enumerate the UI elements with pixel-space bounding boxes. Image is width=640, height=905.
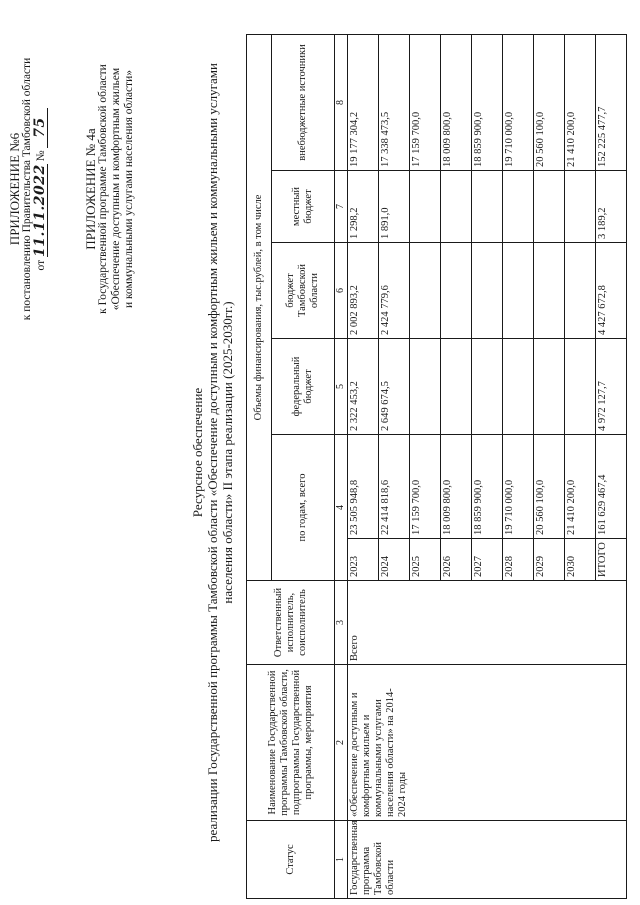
federal-cell: 2 649 674,5	[379, 339, 410, 435]
resource-table	[246, 34, 627, 899]
extra-cell: 152 225 477,7	[596, 34, 627, 170]
regional-cell	[534, 243, 565, 339]
federal-cell	[410, 339, 441, 435]
appendix-4a-title: ПРИЛОЖЕНИЕ № 4а	[83, 128, 98, 250]
appendix-6-block	[8, 24, 48, 354]
regional-cell: 4 427 672,8	[596, 243, 627, 339]
year-cell: 2030	[565, 539, 596, 581]
appendix-6-date-line	[34, 24, 48, 354]
date-handwritten: 11.11.2022	[32, 164, 48, 257]
extra-cell: 18 009 800,0	[441, 34, 472, 170]
regional-cell	[441, 243, 472, 339]
year-cell: 2027	[472, 539, 503, 581]
local-cell	[565, 171, 596, 243]
document-title	[190, 0, 235, 905]
local-cell	[472, 171, 503, 243]
regional-cell	[565, 243, 596, 339]
total-cell: 19 710 000,0	[503, 435, 534, 539]
col-number-3: 3	[335, 581, 348, 665]
header-federal: федеральный бюджет	[272, 339, 335, 435]
title-line1: Ресурсное обеспечение	[190, 387, 205, 518]
local-cell: 3 189,2	[596, 171, 627, 243]
local-cell	[534, 171, 565, 243]
total-cell: 21 410 200,0	[565, 435, 596, 539]
appendix-6-line1: к постановлению Правительства Тамбовской области	[21, 57, 33, 321]
local-cell	[441, 171, 472, 243]
year-cell: 2026	[441, 539, 472, 581]
number-prefix: №	[35, 150, 47, 162]
local-cell	[410, 171, 441, 243]
total-cell: 23 505 948,8	[348, 435, 379, 539]
header-regional: бюджет Тамбовской области	[272, 243, 335, 339]
extra-cell: 21 410 200,0	[565, 34, 596, 170]
status-cell: Государственная программа Тамбовской области	[348, 821, 627, 899]
regional-cell: 2 002 893,2	[348, 243, 379, 339]
year-cell: ИТОГО	[596, 539, 627, 581]
title-line3: населения области» II этапа реализации (2025-2030гг.)	[220, 301, 235, 604]
year-cell: 2025	[410, 539, 441, 581]
responsible-cell: Всего	[348, 581, 627, 665]
appendix-6-title: ПРИЛОЖЕНИЕ №6	[7, 132, 22, 246]
col-number-1: 1	[335, 821, 348, 899]
program-name-cell: «Обеспечение доступным и комфортным жильем и коммунальными услугами населения области» на 2014-2024 годы	[348, 665, 627, 821]
federal-cell	[472, 339, 503, 435]
header-responsible: Ответственный исполнитель, соисполнитель	[247, 581, 335, 665]
total-cell: 161 629 467,4	[596, 435, 627, 539]
total-cell: 20 560 100,0	[534, 435, 565, 539]
column-numbers-row	[335, 34, 348, 898]
extra-cell: 17 159 700,0	[410, 34, 441, 170]
table-row	[348, 34, 379, 898]
header-local: местный бюджет	[272, 171, 335, 243]
extra-cell: 18 859 900,0	[472, 34, 503, 170]
header-volumes: Объемы финансирования, тыс.рублей, в том числе	[247, 34, 272, 580]
extra-cell: 17 338 473,5	[379, 34, 410, 170]
year-cell: 2023	[348, 539, 379, 581]
extra-cell: 20 560 100,0	[534, 34, 565, 170]
appendix-4a-line1: к Государственной программе Тамбовской области	[97, 64, 109, 314]
header-by-years: по годам, всего	[272, 435, 335, 581]
federal-cell	[503, 339, 534, 435]
year-cell: 2029	[534, 539, 565, 581]
federal-cell: 2 322 453,2	[348, 339, 379, 435]
appendix-4a-block	[84, 24, 136, 354]
total-cell: 18 009 800,0	[441, 435, 472, 539]
col-number-2: 2	[335, 665, 348, 821]
appendix-4a-line2: «Обеспечение доступным и комфортным жильем	[110, 67, 122, 311]
federal-cell: 4 972 127,7	[596, 339, 627, 435]
header-extra: внебюджетные источники	[272, 34, 335, 170]
local-cell: 1 891,0	[379, 171, 410, 243]
regional-cell: 2 424 779,6	[379, 243, 410, 339]
local-cell	[503, 171, 534, 243]
federal-cell	[565, 339, 596, 435]
total-cell: 17 159 700,0	[410, 435, 441, 539]
year-cell: 2028	[503, 539, 534, 581]
col-number-4: 4	[335, 435, 348, 581]
total-cell: 18 859 900,0	[472, 435, 503, 539]
local-cell: 1 298,2	[348, 171, 379, 243]
regional-cell	[472, 243, 503, 339]
col-number-7: 7	[335, 171, 348, 243]
total-cell: 22 414 818,6	[379, 435, 410, 539]
regional-cell	[503, 243, 534, 339]
title-line2: реализации Государственной программы Тамбовской области «Обеспечение доступным и комфортным жильем и коммунальными услугами	[205, 63, 220, 842]
appendix-4a-line3: и коммунальными услугами населения области»	[123, 70, 135, 308]
header-name: Наименование Государственной программы Тамбовской области, подпрограммы Государственной программы, мероприятия	[247, 665, 335, 821]
extra-cell: 19 177 304,2	[348, 34, 379, 170]
col-number-6: 6	[335, 243, 348, 339]
header-status: Статус	[247, 821, 335, 899]
extra-cell: 19 710 000,0	[503, 34, 534, 170]
federal-cell	[441, 339, 472, 435]
col-number-5: 5	[335, 339, 348, 435]
col-number-8: 8	[335, 34, 348, 170]
number-handwritten: 75	[34, 108, 48, 148]
year-cell: 2024	[379, 539, 410, 581]
federal-cell	[534, 339, 565, 435]
date-prefix: от	[35, 259, 47, 271]
regional-cell	[410, 243, 441, 339]
